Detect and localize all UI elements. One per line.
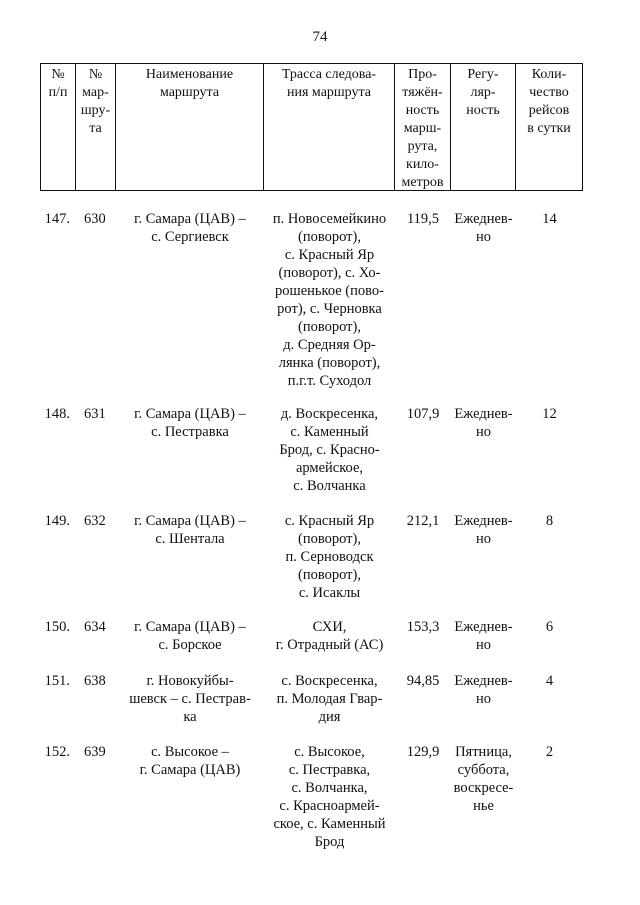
route-path: с. Красный Яр (поворот), п. Серноводск (поворот), с. Исаклы	[284, 513, 375, 601]
header-route-path: Трасса следова- ния маршрута	[264, 64, 395, 190]
trips-per-day: 6	[545, 619, 554, 635]
header-trips-per-day: Коли- чество рейсов в сутки	[516, 64, 583, 190]
route-length: 129,9	[406, 744, 440, 760]
table-header-row	[40, 63, 583, 191]
route-name: г. Самара (ЦАВ) – с. Борское	[134, 619, 246, 653]
header-route-length: Про- тяжён- ность марш- рута, кило- метров	[395, 64, 451, 190]
route-name: г. Самара (ЦАВ) – с. Шентала	[134, 513, 246, 547]
row-number: 148.	[44, 406, 70, 422]
table-row	[40, 210, 583, 405]
trips-per-day: 4	[545, 673, 554, 689]
route-regularity: Пятница, суббота, воскресе- нье	[453, 744, 514, 814]
route-length: 212,1	[406, 513, 440, 529]
route-path: д. Воскресенка, с. Каменный Брод, с. Красно- армейское, с. Волчанка	[279, 406, 380, 494]
header-regularity: Регу- ляр- ность	[451, 64, 516, 190]
route-regularity: Ежеднев- но	[454, 673, 513, 707]
route-path: с. Воскресенка, п. Молодая Гвар- дия	[276, 673, 383, 725]
route-name: г. Новокуйбы- шевск – с. Пестрав- ка	[129, 673, 251, 725]
row-number: 152.	[44, 744, 70, 760]
row-number: 151.	[44, 673, 70, 689]
route-regularity: Ежеднев- но	[454, 513, 513, 547]
route-length: 107,9	[406, 406, 440, 422]
route-number: 638	[84, 673, 106, 689]
header-number: № п/п	[40, 64, 76, 190]
route-regularity: Ежеднев- но	[454, 619, 513, 653]
page-number: 74	[312, 29, 328, 45]
route-length: 94,85	[406, 673, 440, 689]
table-row	[40, 405, 583, 512]
route-name: с. Высокое – г. Самара (ЦАВ)	[139, 744, 241, 778]
routes-table	[40, 63, 583, 853]
table-row	[40, 512, 583, 618]
route-length: 153,3	[406, 619, 440, 635]
route-number: 630	[84, 211, 106, 227]
header-route-number: № мар- шру- та	[76, 64, 116, 190]
route-number: 631	[84, 406, 106, 422]
header-route-name: Наименование маршрута	[116, 64, 264, 190]
route-length: 119,5	[406, 211, 440, 227]
route-number: 639	[84, 744, 106, 760]
route-name: г. Самара (ЦАВ) – с. Пестравка	[134, 406, 246, 440]
table-row	[40, 618, 583, 672]
row-number: 147.	[44, 211, 70, 227]
trips-per-day: 12	[542, 406, 557, 422]
route-regularity: Ежеднев- но	[454, 406, 513, 440]
trips-per-day: 2	[545, 744, 554, 760]
row-number: 150.	[44, 619, 70, 635]
route-path: с. Высокое, с. Пестравка, с. Волчанка, с. Красноармей- ское, с. Каменный Брод	[273, 744, 386, 850]
table-row	[40, 672, 583, 743]
route-name: г. Самара (ЦАВ) – с. Сергиевск	[134, 211, 246, 245]
route-number: 632	[84, 513, 106, 529]
route-regularity: Ежеднев- но	[454, 211, 513, 245]
trips-per-day: 8	[545, 513, 554, 529]
route-path: п. Новосемейкино (поворот), с. Красный Яр (поворот), с. Хо- рошенькое (пово- рот), с. Черновка (поворот), д. Средняя Ор- лянка (поворот), п.г.т. Суходол	[272, 211, 387, 389]
table-row	[40, 743, 583, 853]
trips-per-day: 14	[542, 211, 557, 227]
route-path: СХИ, г. Отрадный (АС)	[275, 619, 384, 653]
row-number: 149.	[44, 513, 70, 529]
route-number: 634	[84, 619, 106, 635]
